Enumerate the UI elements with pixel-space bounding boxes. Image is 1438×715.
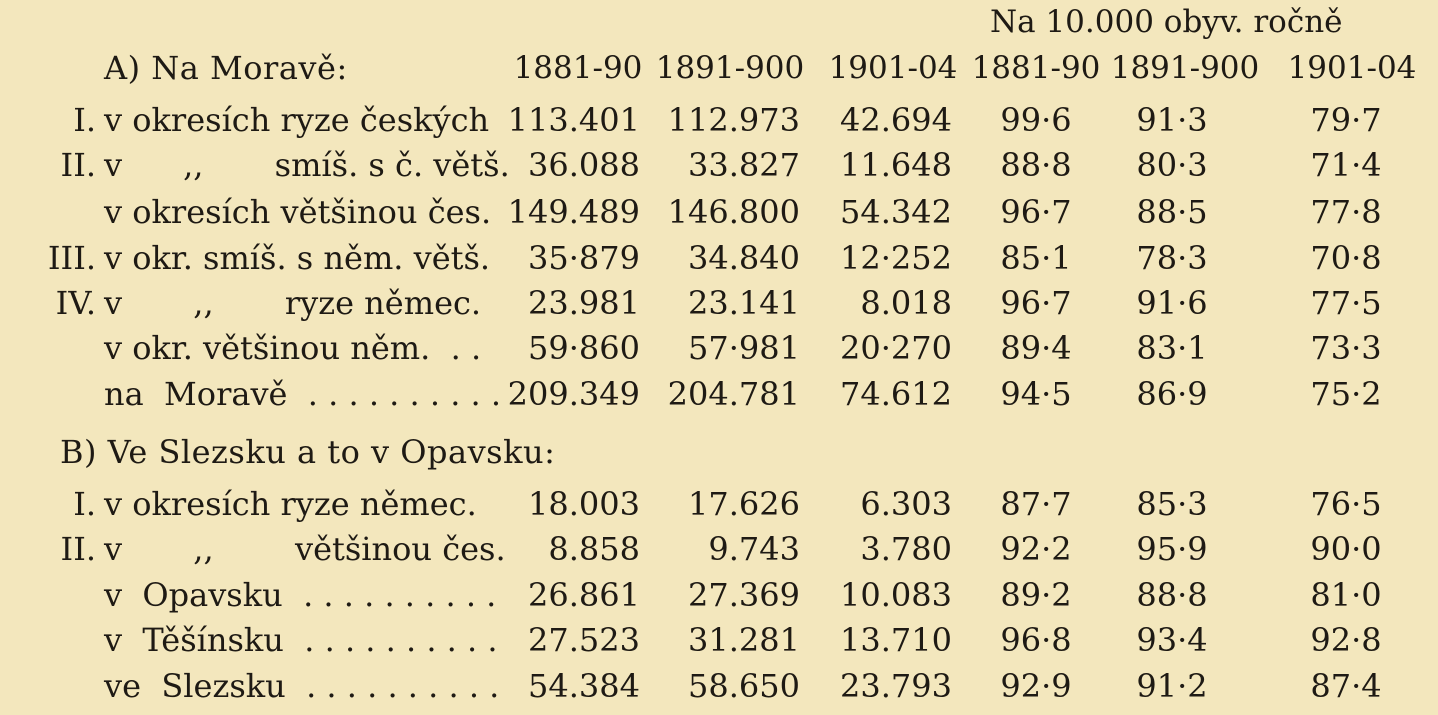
cell-value: 12·252 [840,239,952,277]
cell-value: 17.626 [688,485,800,523]
cell-value: 13.710 [840,621,952,659]
cell-value: 113.401 [507,101,640,139]
cell-value: 18.003 [528,485,640,523]
cell-value: 112.973 [667,101,800,139]
section-a-title: A) Na Moravě: [104,49,348,87]
cell-value: 57·981 [688,329,800,367]
cell-value: 93·4 [1136,621,1208,659]
row-label: ve Slezsku . . . . . . . . . . [104,667,500,705]
cell-value: 36.088 [528,146,640,184]
row-number: II. [60,146,96,184]
cell-value: 92·2 [1000,530,1072,568]
cell-value: 71·4 [1310,146,1382,184]
column-header: 1901-04 [1287,50,1417,86]
cell-value: 99·6 [1000,101,1072,139]
row-number: I. [73,101,96,139]
cell-value: 96·7 [1000,284,1072,322]
cell-value: 88·5 [1136,193,1208,231]
cell-value: 54.384 [528,667,640,705]
cell-value: 96·8 [1000,621,1072,659]
cell-value: 9.743 [708,530,800,568]
cell-value: 10.083 [840,576,952,614]
cell-value: 95·9 [1136,530,1208,568]
column-header: 1891-900 [1110,50,1260,86]
row-label: na Moravě . . . . . . . . . . [104,375,502,413]
cell-value: 91·3 [1136,101,1208,139]
cell-value: 31.281 [688,621,800,659]
cell-value: 11.648 [840,146,952,184]
section-b-title: B) Ve Slezsku a to v Opavsku: [60,433,556,471]
cell-value: 3.780 [860,530,952,568]
cell-value: 87·4 [1310,667,1382,705]
cell-value: 27.369 [688,576,800,614]
column-header: 1881-90 [513,50,643,86]
cell-value: 8.018 [860,284,952,322]
per-capita-header: Na 10.000 obyv. ročně [990,4,1343,40]
cell-value: 78·3 [1136,239,1208,277]
column-header: 1881-90 [971,50,1101,86]
column-header: 1901-04 [828,50,958,86]
row-label: v Těšínsku . . . . . . . . . . [104,621,498,659]
cell-value: 85·3 [1136,485,1208,523]
cell-value: 92·9 [1000,667,1072,705]
cell-value: 88·8 [1000,146,1072,184]
cell-value: 70·8 [1310,239,1382,277]
cell-value: 91·6 [1136,284,1208,322]
cell-value: 209.349 [507,375,640,413]
cell-value: 23.981 [528,284,640,322]
cell-value: 90·0 [1310,530,1382,568]
row-number: III. [47,239,96,277]
row-label: v ,, ryze němec. [104,284,482,322]
cell-value: 88·8 [1136,576,1208,614]
cell-value: 26.861 [528,576,640,614]
row-label: v Opavsku . . . . . . . . . . [104,576,497,614]
cell-value: 204.781 [667,375,800,413]
cell-value: 86·9 [1136,375,1208,413]
row-number: I. [73,485,96,523]
cell-value: 80·3 [1136,146,1208,184]
cell-value: 23.793 [840,667,952,705]
cell-value: 59·860 [528,329,640,367]
cell-value: 96·7 [1000,193,1072,231]
cell-value: 33.827 [688,146,800,184]
cell-value: 23.141 [688,284,800,322]
cell-value: 94·5 [1000,375,1072,413]
cell-value: 77·5 [1310,284,1382,322]
cell-value: 85·1 [1000,239,1072,277]
row-label: v okresích ryze němec. [104,485,477,523]
cell-value: 83·1 [1136,329,1208,367]
cell-value: 81·0 [1310,576,1382,614]
cell-value: 35·879 [528,239,640,277]
cell-value: 89·4 [1000,329,1072,367]
cell-value: 8.858 [548,530,640,568]
cell-value: 89·2 [1000,576,1072,614]
cell-value: 146.800 [667,193,800,231]
cell-value: 76·5 [1310,485,1382,523]
cell-value: 20·270 [840,329,952,367]
cell-value: 79·7 [1310,101,1382,139]
row-number: IV. [55,284,96,322]
cell-value: 149.489 [507,193,640,231]
column-header: 1891-900 [655,50,805,86]
cell-value: 73·3 [1310,329,1382,367]
cell-value: 91·2 [1136,667,1208,705]
row-label: v okr. většinou něm. . . [104,329,482,367]
cell-value: 75·2 [1310,375,1382,413]
cell-value: 87·7 [1000,485,1072,523]
row-label: v ,, většinou čes. [104,530,506,568]
row-label: v okr. smíš. s něm. větš. [104,239,491,277]
row-label: v ,, smíš. s č. větš. [104,146,510,184]
cell-value: 74.612 [840,375,952,413]
cell-value: 54.342 [840,193,952,231]
row-label: v okresích ryze českých [104,101,490,139]
cell-value: 77·8 [1310,193,1382,231]
row-number: II. [60,530,96,568]
cell-value: 27.523 [528,621,640,659]
cell-value: 58.650 [688,667,800,705]
row-label: v okresích většinou čes. [104,193,492,231]
cell-value: 42.694 [840,101,952,139]
cell-value: 6.303 [860,485,952,523]
cell-value: 92·8 [1310,621,1382,659]
cell-value: 34.840 [688,239,800,277]
